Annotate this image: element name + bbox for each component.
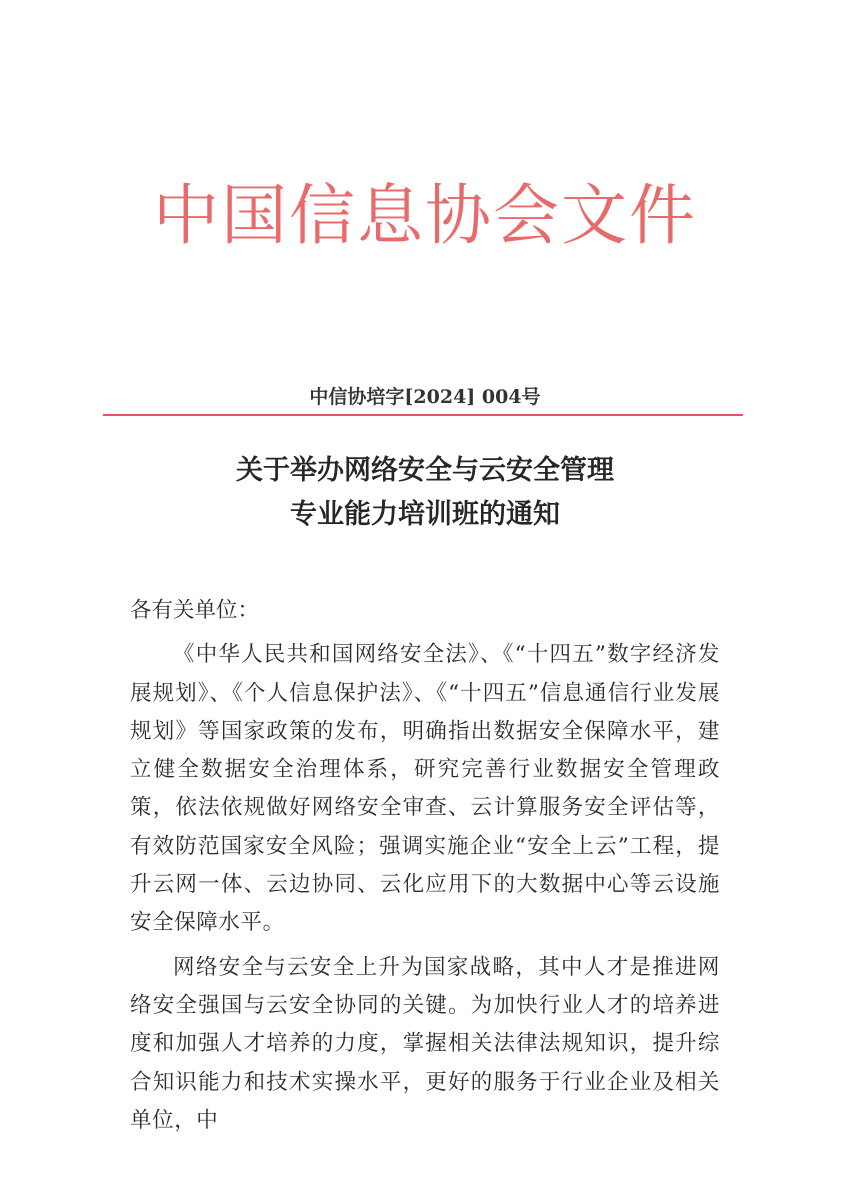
red-divider-line bbox=[103, 414, 743, 416]
masthead-title: 中国信息协会文件 bbox=[153, 177, 697, 254]
notice-title-line-1: 关于举办网络安全与云安全管理 bbox=[236, 455, 614, 486]
notice-title-line-2: 专业能力培训班的通知 bbox=[290, 499, 560, 530]
body-paragraph-1: 《中华人民共和国网络安全法》、《“十四五”数字经济发展规划》、《个人信息保护法》、《“十四五”信息通信行业发展规划》等国家政策的发布，明确指出数据安全保障水平，建立健全数据安全治理体系，研究完善行业数据安全管理政策，依法依规做好网络安全审查、云计算服务安全评估等，有效防范国家安全风险；强调实施企业“安全上云”工程，提升云网一体、云边协同、云化应用下的大数据中心等云设施安全保障水平。 bbox=[130, 642, 720, 936]
body-text bbox=[130, 592, 720, 1146]
body-paragraph-2: 网络安全与云安全上升为国家战略，其中人才是推进网络安全强国与云安全协同的关键。为加快行业人才的培养进度和加强人才培养的力度，掌握相关法律法规知识，提升综合知识能力和技术实操水平，更好的服务于行业企业及相关单位，中 bbox=[130, 954, 720, 1133]
document-number: 中信协培字[2024] 004号 bbox=[309, 386, 541, 408]
salutation: 各有关单位： bbox=[130, 598, 260, 623]
notice-title bbox=[0, 449, 850, 537]
